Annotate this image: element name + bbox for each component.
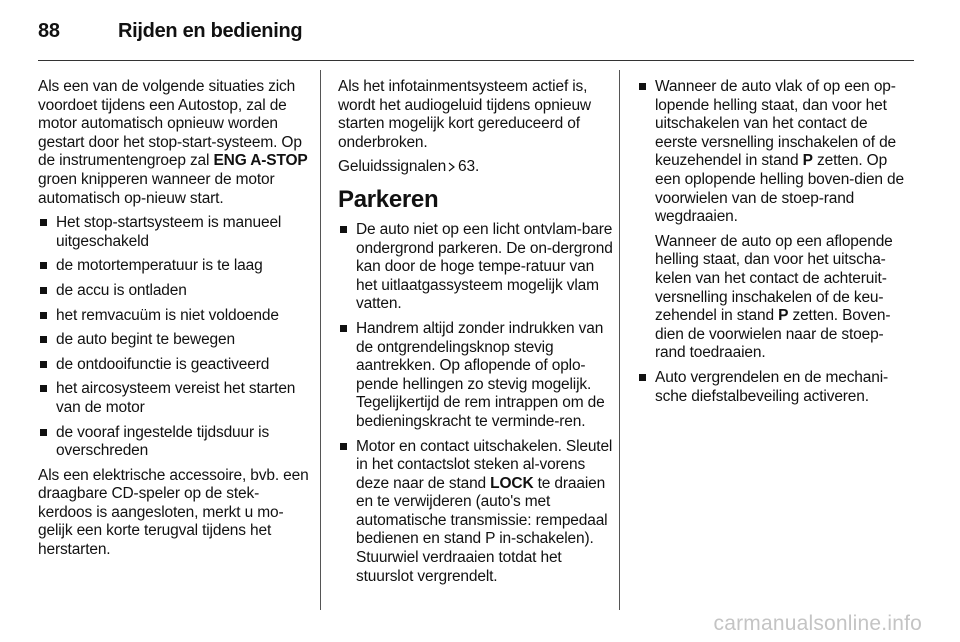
bullet-square-icon <box>40 336 47 343</box>
list-item: de ontdooifunctie is geactiveerd <box>38 356 312 375</box>
bullet-square-icon <box>40 219 47 226</box>
autostop-intro: Als een van de volgende situaties zich voordoet tijdens een Autostop, zal de motor automatisch opnieuw worden gestart door het stop-start-systeem. Op de instrumentengroep zal ENG A-STOP groen knipperen wanneer de motor automatisch op-nieuw start. <box>38 78 308 207</box>
section-heading-parkeren: Parkeren <box>338 185 439 213</box>
list-item: de vooraf ingestelde tijdsduur is overschreden <box>38 424 312 461</box>
list-item: Auto vergrendelen en de mechani-sche diefstalbeveiling activeren. <box>637 369 907 406</box>
bullet-square-icon <box>40 312 47 319</box>
reference-page: 63. <box>458 158 480 176</box>
lock-position-label: LOCK <box>490 474 534 492</box>
list-item: het aircosysteem vereist het starten van de motor <box>38 380 312 417</box>
eng-a-stop-label: ENG A-STOP <box>213 152 308 170</box>
column-3 <box>637 78 907 412</box>
list-item: Het stop-startsysteem is manueel uitgeschakeld <box>38 214 312 251</box>
list-item: de motortemperatuur is te laag <box>38 257 312 276</box>
list-item: Motor en contact uitschakelen. Sleutel in het contactslot steken al-vorens deze naar de stand LOCK te draaien en te verwijderen (auto's met automatische transmissie: rempedaal bedienen en stand P in-schakelen). Stuurwiel verdraaien totdat het stuurslot vergrendelt. <box>338 438 614 587</box>
bullet-square-icon <box>40 429 47 436</box>
list-item: de auto begint te bewegen <box>38 331 312 350</box>
park-position-label: P <box>778 307 789 325</box>
page-header <box>38 20 918 54</box>
bullet-square-icon <box>340 226 347 233</box>
bullet-square-icon <box>639 374 646 381</box>
bullet-square-icon <box>40 262 47 269</box>
watermark: carmanualsonline.info <box>713 612 922 635</box>
bullet-square-icon <box>40 385 47 392</box>
column-1 <box>38 78 312 566</box>
bullet-square-icon <box>40 361 47 368</box>
page-title: Rijden en bediening <box>118 20 303 42</box>
accessory-note: Als een elektrische accessoire, bvb. een draagbare CD-speler op de stek-kerdoos is aangesloten, merkt u mo-gelijk een korte terugval tijdens het herstarten. <box>38 466 309 559</box>
bullet-square-icon <box>340 443 347 450</box>
list-item: het remvacuüm is niet voldoende <box>38 307 312 326</box>
column-divider-1 <box>320 70 321 610</box>
infotainment-note: Als het infotainmentsysteem actief is, wordt het audiogeluid tijdens opnieuw starten mogelijk kort gereduceerd of onderbroken. <box>338 78 591 151</box>
page-number: 88 <box>38 20 60 42</box>
page-reference-arrow-icon <box>448 162 455 172</box>
park-position-label: P <box>802 152 813 170</box>
list-item: Handrem altijd zonder indrukken van de ontgrendelingsknop stevig aantrekken. Op aflopende of oplo-pende hellingen zo stevig mogelijk. Tegelijkertijd de rem intrappen om de bedieningskracht te verminde-ren. <box>338 320 614 432</box>
bullet-square-icon <box>340 325 347 332</box>
bullet-square-icon <box>40 287 47 294</box>
bullet-square-icon <box>639 83 646 90</box>
cross-reference: Geluidssignalen 63. <box>338 158 480 176</box>
column-divider-2 <box>619 70 620 610</box>
list-item: de accu is ontladen <box>38 282 312 301</box>
column-2 <box>338 78 614 592</box>
list-item: De auto niet op een licht ontvlam-bare ondergrond parkeren. De on-dergrond kan door de hoge tempe-ratuur van het uitlaatgassysteem mogelijk vlam vatten. <box>338 221 614 314</box>
list-item: Wanneer de auto vlak of op een op-lopende helling staat, dan voor het uitschakelen van het contact de eerste versnelling inschakelen of de keuzehendel in stand P zetten. Op een oplopende helling boven-dien de voorwielen van de stoep-rand wegdraaien. Wanneer de auto op een aflopende helling staat, dan voor het uitscha-kelen van het contact de achteruit-versnelling inschakelen of de keu-zehendel in stand P zetten. Boven-dien de voorwielen naar de stoep-rand toedraaien. <box>637 78 907 363</box>
header-divider <box>38 60 914 61</box>
